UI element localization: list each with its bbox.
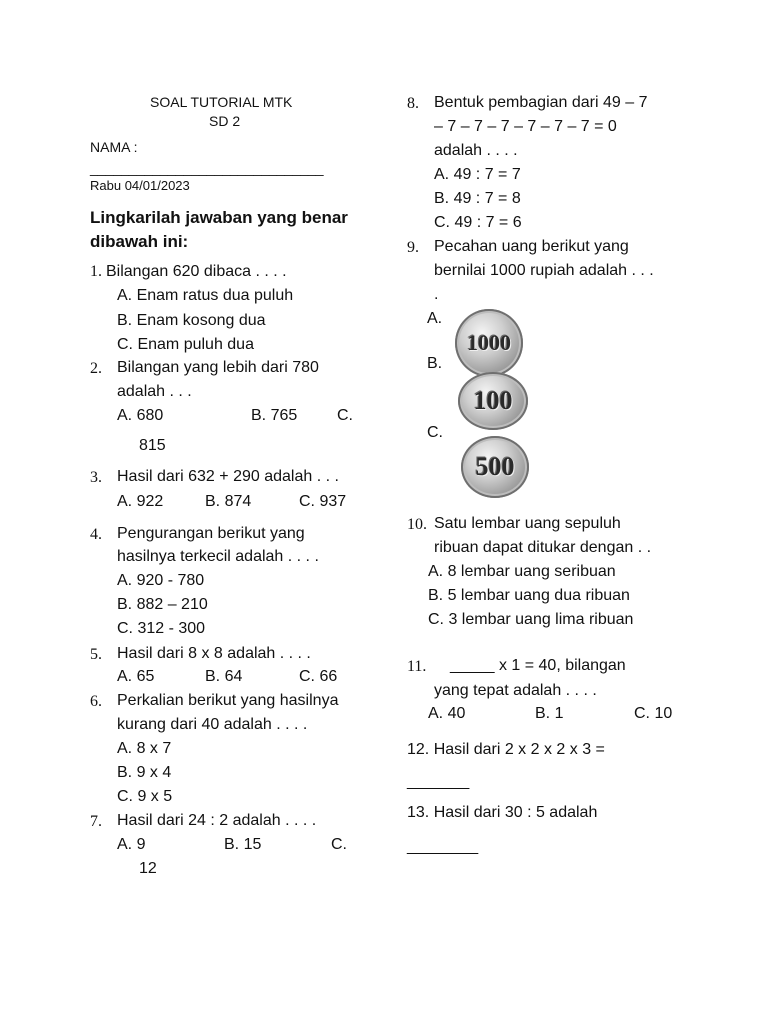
q1-option-b: B. Enam kosong dua [117, 312, 266, 329]
q7-option-b: B. 15 [224, 836, 262, 853]
q13-text: 13. Hasil dari 30 : 5 adalah [407, 804, 598, 821]
instruction-line-1: Lingkarilah jawaban yang benar [90, 208, 348, 227]
q4-number: 4. [90, 526, 102, 543]
q6-text-2: kurang dari 40 adalah . . . . [117, 716, 308, 733]
q3-option-a: A. 922 [117, 493, 164, 510]
q7-option-c-value: 12 [139, 860, 157, 877]
q11-text-2: yang tepat adalah . . . . [434, 682, 597, 699]
q2-text: Bilangan yang lebih dari 780 [117, 359, 319, 376]
q10-option-b: B. 5 lembar uang dua ribuan [428, 587, 630, 604]
q12-text: 12. Hasil dari 2 x 2 x 2 x 3 = [407, 741, 605, 758]
instruction-line-2: dibawah ini: [90, 232, 189, 251]
q4-option-b: B. 882 – 210 [117, 596, 208, 613]
coin-100-icon: 100 [458, 372, 528, 430]
q11-option-a: A. 40 [428, 705, 466, 722]
q9-text-3: . [434, 286, 439, 303]
q8-option-a: A. 49 : 7 = 7 [434, 166, 521, 183]
q8-text-3: adalah . . . . [434, 142, 518, 159]
coin-500-icon: 500 [461, 436, 529, 498]
q7-text: Hasil dari 24 : 2 adalah . . . . [117, 812, 317, 829]
q3-option-b: B. 874 [205, 493, 252, 510]
q9-text: Pecahan uang berikut yang [434, 238, 629, 255]
q3-text: Hasil dari 632 + 290 adalah . . . [117, 468, 339, 485]
date-label: Rabu 04/01/2023 [90, 178, 190, 193]
q6-number: 6. [90, 693, 102, 710]
q8-text-2: – 7 – 7 – 7 – 7 – 7 – 7 = 0 [434, 118, 617, 135]
q10-option-a: A. 8 lembar uang seribuan [428, 563, 616, 580]
q5-text: Hasil dari 8 x 8 adalah . . . . [117, 645, 311, 662]
q5-number: 5. [90, 646, 102, 663]
q1-option-a: A. Enam ratus dua puluh [117, 287, 294, 304]
q7-option-a: A. 9 [117, 836, 146, 853]
q2-option-c: C. [337, 407, 353, 424]
q13-answer-blank: ________ [407, 838, 479, 855]
q10-text: Satu lembar uang sepuluh [434, 515, 621, 532]
q2-option-a: A. 680 [117, 407, 164, 424]
q4-text-2: hasilnya terkecil adalah . . . . [117, 548, 319, 565]
q1-option-c: C. Enam puluh dua [117, 336, 254, 353]
q11-number: 11. [407, 658, 427, 675]
q5-option-c: C. 66 [299, 668, 338, 685]
q6-option-c: C. 9 x 5 [117, 788, 173, 805]
coin-1000-icon: 1000 [455, 309, 523, 377]
q2-option-c-value: 815 [139, 437, 166, 454]
q9-option-a: A. [427, 310, 443, 327]
q1-text: Bilangan 620 dibaca . . . . [106, 263, 287, 280]
name-label: NAMA : [90, 139, 138, 155]
q3-option-c: C. 937 [299, 493, 347, 510]
q7-number: 7. [90, 813, 102, 830]
q4-option-a: A. 920 - 780 [117, 572, 205, 589]
q11-option-c: C. 10 [634, 705, 673, 722]
q6-option-b: B. 9 x 4 [117, 764, 172, 781]
q1-number: 1. [90, 263, 102, 280]
q6-option-a: A. 8 x 7 [117, 740, 172, 757]
grade-label: SD 2 [209, 113, 241, 129]
name-line: ______________________________ [90, 160, 324, 176]
q3-number: 3. [90, 469, 102, 486]
q9-option-b: B. [427, 355, 443, 372]
q8-option-c: C. 49 : 7 = 6 [434, 214, 522, 231]
q10-text-2: ribuan dapat ditukar dengan . . [434, 539, 652, 556]
q8-text: Bentuk pembagian dari 49 – 7 [434, 94, 648, 111]
worksheet-title: SOAL TUTORIAL MTK [150, 94, 293, 110]
q6-text: Perkalian berikut yang hasilnya [117, 692, 339, 709]
q11-text: _____ x 1 = 40, bilangan [450, 657, 626, 674]
q9-text-2: bernilai 1000 rupiah adalah . . . [434, 262, 654, 279]
q2-text-2: adalah . . . [117, 383, 192, 400]
q7-option-c: C. [331, 836, 347, 853]
q11-option-b: B. 1 [535, 705, 564, 722]
q10-number: 10. [407, 516, 427, 533]
q4-option-c: C. 312 - 300 [117, 620, 206, 637]
q5-option-b: B. 64 [205, 668, 243, 685]
q8-number: 8. [407, 95, 419, 112]
q2-number: 2. [90, 360, 102, 377]
q5-option-a: A. 65 [117, 668, 155, 685]
q8-option-b: B. 49 : 7 = 8 [434, 190, 521, 207]
q2-option-b: B. 765 [251, 407, 298, 424]
q4-text: Pengurangan berikut yang [117, 525, 305, 542]
q9-option-c: C. [427, 424, 443, 441]
q12-answer-blank: _______ [407, 773, 470, 790]
q10-option-c: C. 3 lembar uang lima ribuan [428, 611, 634, 628]
q9-number: 9. [407, 239, 419, 256]
